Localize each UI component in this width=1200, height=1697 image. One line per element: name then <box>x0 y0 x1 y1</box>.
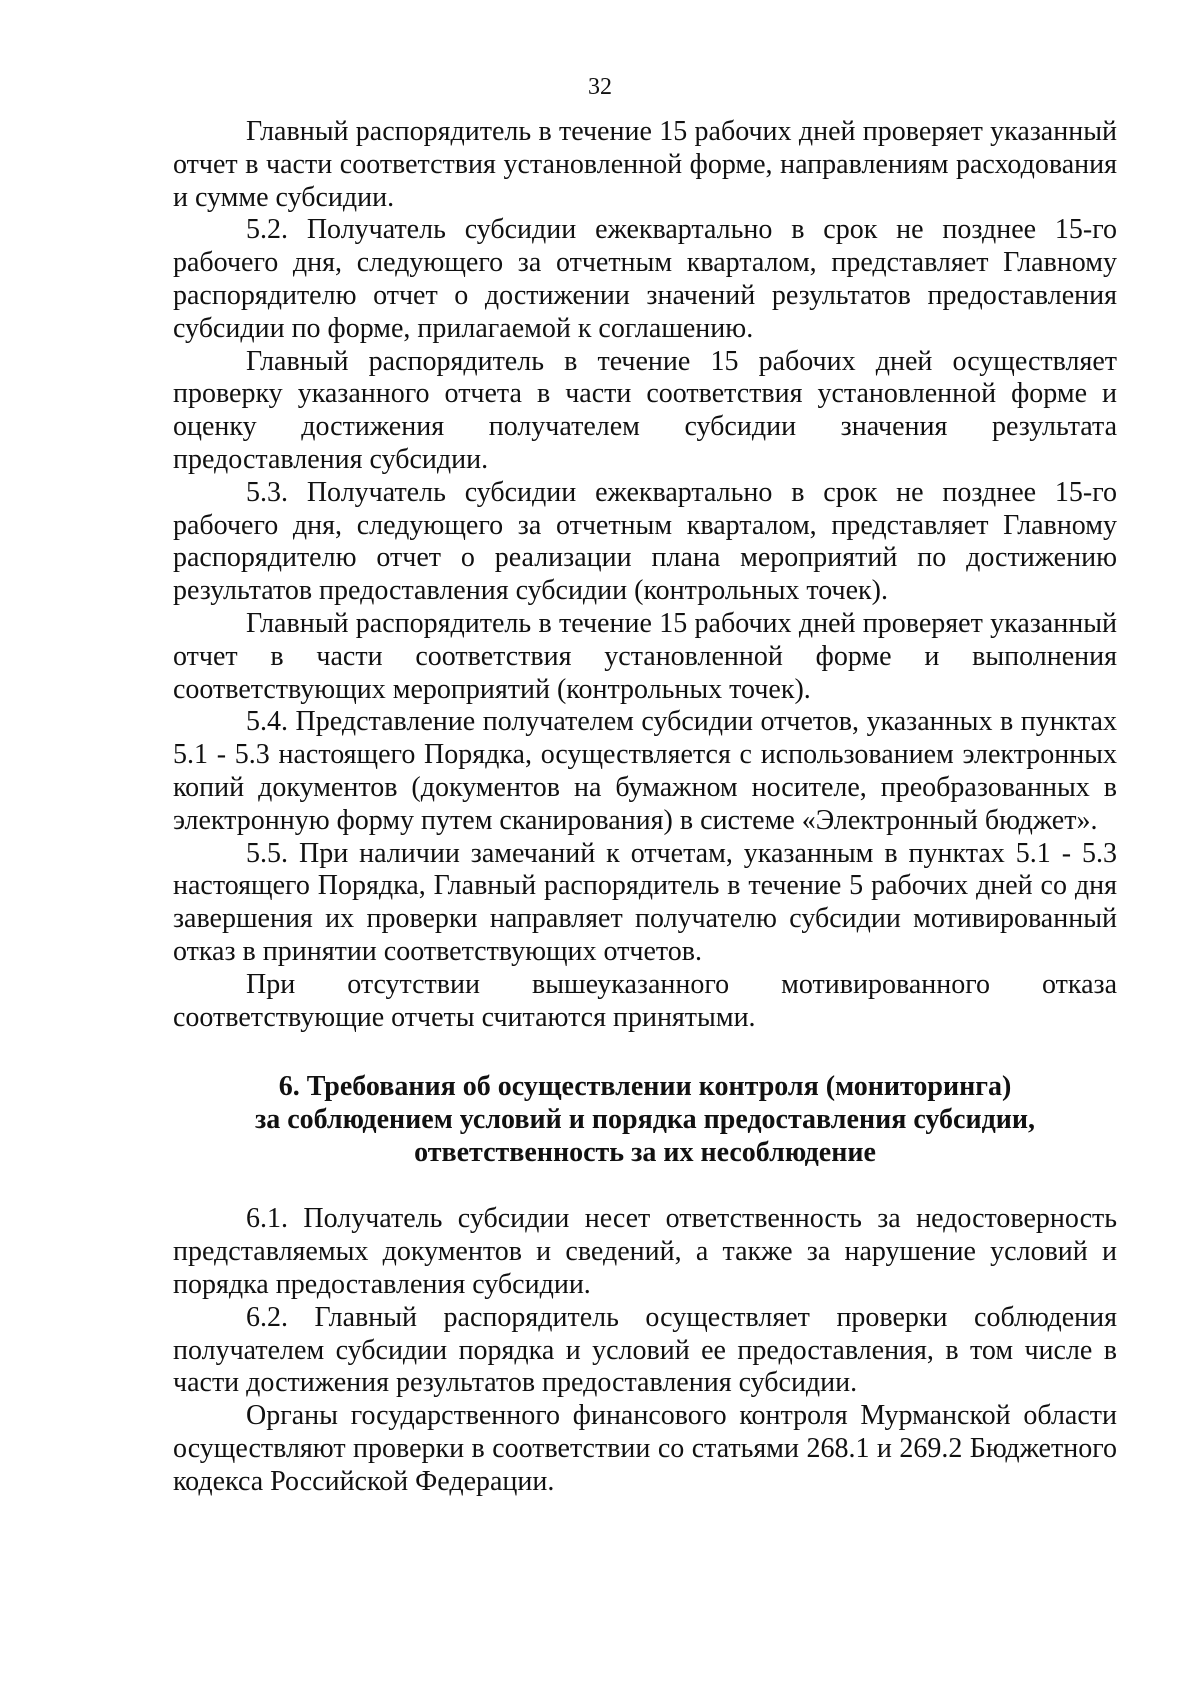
paragraph-5-3: 5.3. Получатель субсидии ежеквартально в срок не позднее 15-го рабочего дня, следующего за отчетным кварталом, представляет Главному распорядителю отчет о реализации плана мероприятий по достижению результатов предоставления субсидии (контрольных точек). <box>173 476 1117 607</box>
paragraph-5-2: 5.2. Получатель субсидии ежеквартально в срок не позднее 15-го рабочего дня, следующего за отчетным кварталом, представляет Главному распорядителю отчет о достижении значений результатов предоставления субсидии по форме, прилагаемой к соглашению. <box>173 214 1117 344</box>
paragraph-5-5-absence: При отсутствии вышеуказанного мотивированного отказа соответствующие отчеты считаются принятыми. <box>173 968 1117 1033</box>
document-body <box>173 116 1117 1498</box>
paragraph-5-3-review: Главный распорядитель в течение 15 рабочих дней проверяет указанный отчет в части соответствия установленной форме и выполнения соответствующих мероприятий (контрольных точек). <box>173 607 1117 705</box>
paragraph-5-5: 5.5. При наличии замечаний к отчетам, указанным в пунктах 5.1 - 5.3 настоящего Порядка, Главный распорядитель в течение 5 рабочих дней со дня завершения их проверки направляет получателю субсидии мотивированный отказ в принятии соответствующих отчетов. <box>173 837 1117 967</box>
paragraph-5-1-review: Главный распорядитель в течение 15 рабочих дней проверяет указанный отчет в части соответствия установленной форме, направлениям расходования и сумме субсидии. <box>173 116 1117 213</box>
section-6-heading-line-3: ответственность за их несоблюдение <box>414 1137 876 1169</box>
section-6-heading-line-1: 6. Требования об осуществлении контроля (мониторинга) <box>278 1071 1012 1103</box>
section-6-heading <box>173 1070 1117 1169</box>
section-6-heading-line-2: за соблюдением условий и порядка предоставления субсидии, <box>254 1104 1036 1136</box>
paragraph-5-4: 5.4. Представление получателем субсидии отчетов, указанных в пунктах 5.1 - 5.3 настоящего Порядка, осуществляется с использованием электронных копий документов (документов на бумажном носителе, преобразованных в электронную форму путем сканирования) в системе «Электронный бюджет». <box>173 706 1117 836</box>
paragraph-5-2-review: Главный распорядитель в течение 15 рабочих дней осуществляет проверку указанного отчета в части соответствия установленной форме и оценку достижения получателем субсидии значения результата предоставления субсидии. <box>173 345 1117 475</box>
page-number: 32 <box>588 74 612 100</box>
paragraph-6-1: 6.1. Получатель субсидии несет ответственность за недостоверность представляемых документов и сведений, а также за нарушение условий и порядка предоставления субсидии. <box>173 1203 1117 1300</box>
paragraph-6-2: 6.2. Главный распорядитель осуществляет проверки соблюдения получателем субсидии порядка и условий ее предоставления, в том числе в части достижения результатов предоставления субсидии. <box>173 1301 1117 1399</box>
paragraph-6-2-control-bodies: Органы государственного финансового контроля Мурманской области осуществляют проверки в соответствии со статьями 268.1 и 269.2 Бюджетного кодекса Российской Федерации. <box>173 1400 1117 1497</box>
